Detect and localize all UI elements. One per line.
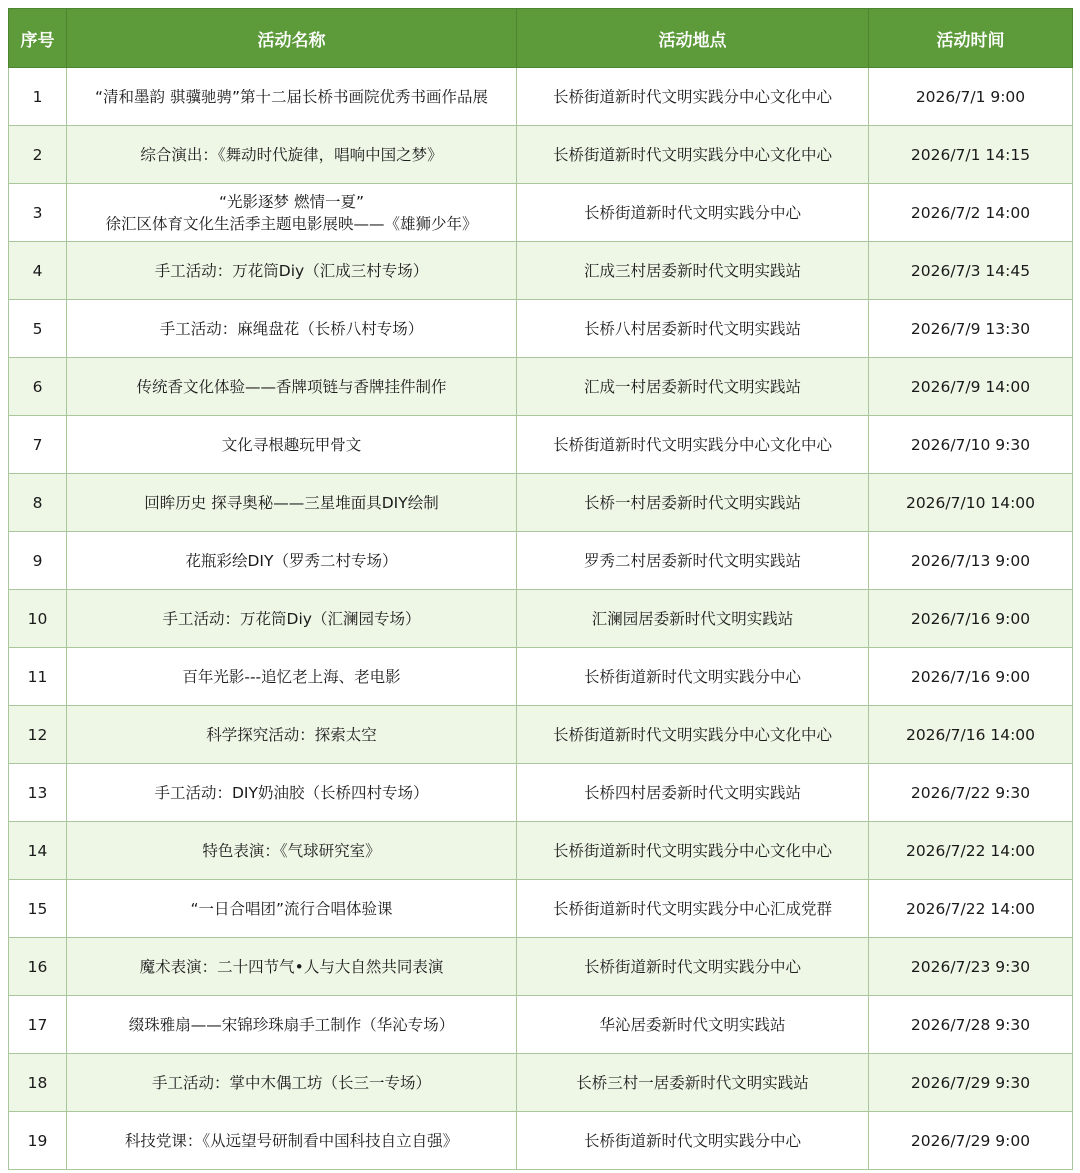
cell-activity-place: 长桥街道新时代文明实践分中心 <box>517 938 869 996</box>
cell-activity-time: 2026/7/13 9:00 <box>869 532 1073 590</box>
cell-number: 6 <box>9 358 67 416</box>
cell-activity-name: 花瓶彩绘DIY（罗秀二村专场） <box>67 532 517 590</box>
cell-number: 12 <box>9 706 67 764</box>
cell-number: 8 <box>9 474 67 532</box>
cell-activity-time: 2026/7/10 14:00 <box>869 474 1073 532</box>
cell-activity-place: 长桥街道新时代文明实践分中心文化中心 <box>517 706 869 764</box>
cell-activity-time: 2026/7/22 9:30 <box>869 764 1073 822</box>
cell-activity-name: 科技党课：《从远望号研制看中国科技自立自强》 <box>67 1112 517 1170</box>
cell-activity-name: 手工活动：麻绳盘花（长桥八村专场） <box>67 300 517 358</box>
cell-activity-name: 手工活动：DIY奶油胶（长桥四村专场） <box>67 764 517 822</box>
cell-activity-place: 长桥街道新时代文明实践分中心汇成党群 <box>517 880 869 938</box>
cell-number: 15 <box>9 880 67 938</box>
cell-activity-time: 2026/7/23 9:30 <box>869 938 1073 996</box>
column-header-activity-place: 活动地点 <box>517 9 869 68</box>
cell-activity-name: “一日合唱团”流行合唱体验课 <box>67 880 517 938</box>
cell-number: 14 <box>9 822 67 880</box>
cell-activity-name <box>67 184 517 242</box>
cell-activity-name: 手工活动：掌中木偶工坊（长三一专场） <box>67 1054 517 1112</box>
table-row <box>9 764 1073 822</box>
cell-activity-place: 长桥街道新时代文明实践分中心 <box>517 648 869 706</box>
table-row <box>9 68 1073 126</box>
cell-number: 10 <box>9 590 67 648</box>
cell-activity-time: 2026/7/2 14:00 <box>869 184 1073 242</box>
activity-name-line-2: 徐汇区体育文化生活季主题电影展映——《雄狮少年》 <box>105 214 478 233</box>
cell-number: 7 <box>9 416 67 474</box>
table-row <box>9 532 1073 590</box>
table-row <box>9 184 1073 242</box>
table-row <box>9 300 1073 358</box>
table-row <box>9 822 1073 880</box>
cell-activity-name: 百年光影---追忆老上海、老电影 <box>67 648 517 706</box>
cell-number: 17 <box>9 996 67 1054</box>
cell-number: 1 <box>9 68 67 126</box>
cell-activity-place: 长桥街道新时代文明实践分中心 <box>517 184 869 242</box>
cell-activity-name: 缀珠雅扇——宋锦珍珠扇手工制作（华沁专场） <box>67 996 517 1054</box>
cell-activity-time: 2026/7/1 14:15 <box>869 126 1073 184</box>
cell-number: 11 <box>9 648 67 706</box>
cell-activity-place: 汇澜园居委新时代文明实践站 <box>517 590 869 648</box>
column-header-number: 序号 <box>9 9 67 68</box>
cell-number: 4 <box>9 242 67 300</box>
table-row <box>9 590 1073 648</box>
cell-number: 3 <box>9 184 67 242</box>
cell-activity-place: 长桥三村一居委新时代文明实践站 <box>517 1054 869 1112</box>
cell-activity-time: 2026/7/22 14:00 <box>869 880 1073 938</box>
cell-number: 18 <box>9 1054 67 1112</box>
cell-activity-name: 手工活动：万花筒Diy（汇澜园专场） <box>67 590 517 648</box>
table-row <box>9 358 1073 416</box>
table-row <box>9 880 1073 938</box>
column-header-activity-name: 活动名称 <box>67 9 517 68</box>
cell-activity-place: 长桥四村居委新时代文明实践站 <box>517 764 869 822</box>
table-row <box>9 706 1073 764</box>
cell-activity-place: 汇成一村居委新时代文明实践站 <box>517 358 869 416</box>
cell-activity-time: 2026/7/28 9:30 <box>869 996 1073 1054</box>
table-row <box>9 938 1073 996</box>
cell-activity-place: 长桥街道新时代文明实践分中心文化中心 <box>517 68 869 126</box>
table-row <box>9 1054 1073 1112</box>
cell-activity-place: 长桥街道新时代文明实践分中心 <box>517 1112 869 1170</box>
cell-number: 2 <box>9 126 67 184</box>
cell-activity-name: 特色表演：《气球研究室》 <box>67 822 517 880</box>
table-row <box>9 648 1073 706</box>
table-row <box>9 474 1073 532</box>
table-row <box>9 242 1073 300</box>
cell-activity-name: 回眸历史 探寻奥秘——三星堆面具DIY绘制 <box>67 474 517 532</box>
cell-number: 19 <box>9 1112 67 1170</box>
table-row <box>9 1112 1073 1170</box>
table-header-row <box>9 9 1073 68</box>
cell-number: 9 <box>9 532 67 590</box>
cell-activity-time: 2026/7/9 13:30 <box>869 300 1073 358</box>
cell-activity-time: 2026/7/10 9:30 <box>869 416 1073 474</box>
cell-activity-name: 传统香文化体验——香牌项链与香牌挂件制作 <box>67 358 517 416</box>
cell-activity-time: 2026/7/22 14:00 <box>869 822 1073 880</box>
cell-activity-time: 2026/7/29 9:30 <box>869 1054 1073 1112</box>
cell-activity-time: 2026/7/1 9:00 <box>869 68 1073 126</box>
cell-activity-time: 2026/7/9 14:00 <box>869 358 1073 416</box>
cell-activity-place: 长桥街道新时代文明实践分中心文化中心 <box>517 126 869 184</box>
cell-activity-time: 2026/7/29 9:00 <box>869 1112 1073 1170</box>
cell-activity-name: “清和墨韵 骐骥驰骋”第十二届长桥书画院优秀书画作品展 <box>67 68 517 126</box>
cell-number: 16 <box>9 938 67 996</box>
cell-activity-place: 长桥街道新时代文明实践分中心文化中心 <box>517 416 869 474</box>
cell-activity-name: 魔术表演：二十四节气•人与大自然共同表演 <box>67 938 517 996</box>
table-row <box>9 996 1073 1054</box>
cell-activity-place: 罗秀二村居委新时代文明实践站 <box>517 532 869 590</box>
column-header-activity-time: 活动时间 <box>869 9 1073 68</box>
cell-number: 5 <box>9 300 67 358</box>
table-row <box>9 126 1073 184</box>
cell-activity-place: 长桥一村居委新时代文明实践站 <box>517 474 869 532</box>
cell-activity-place: 华沁居委新时代文明实践站 <box>517 996 869 1054</box>
cell-activity-name: 文化寻根趣玩甲骨文 <box>67 416 517 474</box>
cell-activity-place: 长桥八村居委新时代文明实践站 <box>517 300 869 358</box>
cell-activity-name: 手工活动：万花筒Diy（汇成三村专场） <box>67 242 517 300</box>
cell-activity-name: 科学探究活动：探索太空 <box>67 706 517 764</box>
cell-activity-time: 2026/7/3 14:45 <box>869 242 1073 300</box>
cell-activity-time: 2026/7/16 9:00 <box>869 648 1073 706</box>
activity-name-line-1: “光影逐梦 燃情一夏” <box>219 192 364 211</box>
cell-activity-time: 2026/7/16 14:00 <box>869 706 1073 764</box>
cell-number: 13 <box>9 764 67 822</box>
cell-activity-name: 综合演出：《舞动时代旋律，唱响中国之梦》 <box>67 126 517 184</box>
table-row <box>9 416 1073 474</box>
table-body <box>9 68 1073 1170</box>
cell-activity-time: 2026/7/16 9:00 <box>869 590 1073 648</box>
activity-schedule-table <box>8 8 1073 1170</box>
cell-activity-place: 长桥街道新时代文明实践分中心文化中心 <box>517 822 869 880</box>
cell-activity-place: 汇成三村居委新时代文明实践站 <box>517 242 869 300</box>
